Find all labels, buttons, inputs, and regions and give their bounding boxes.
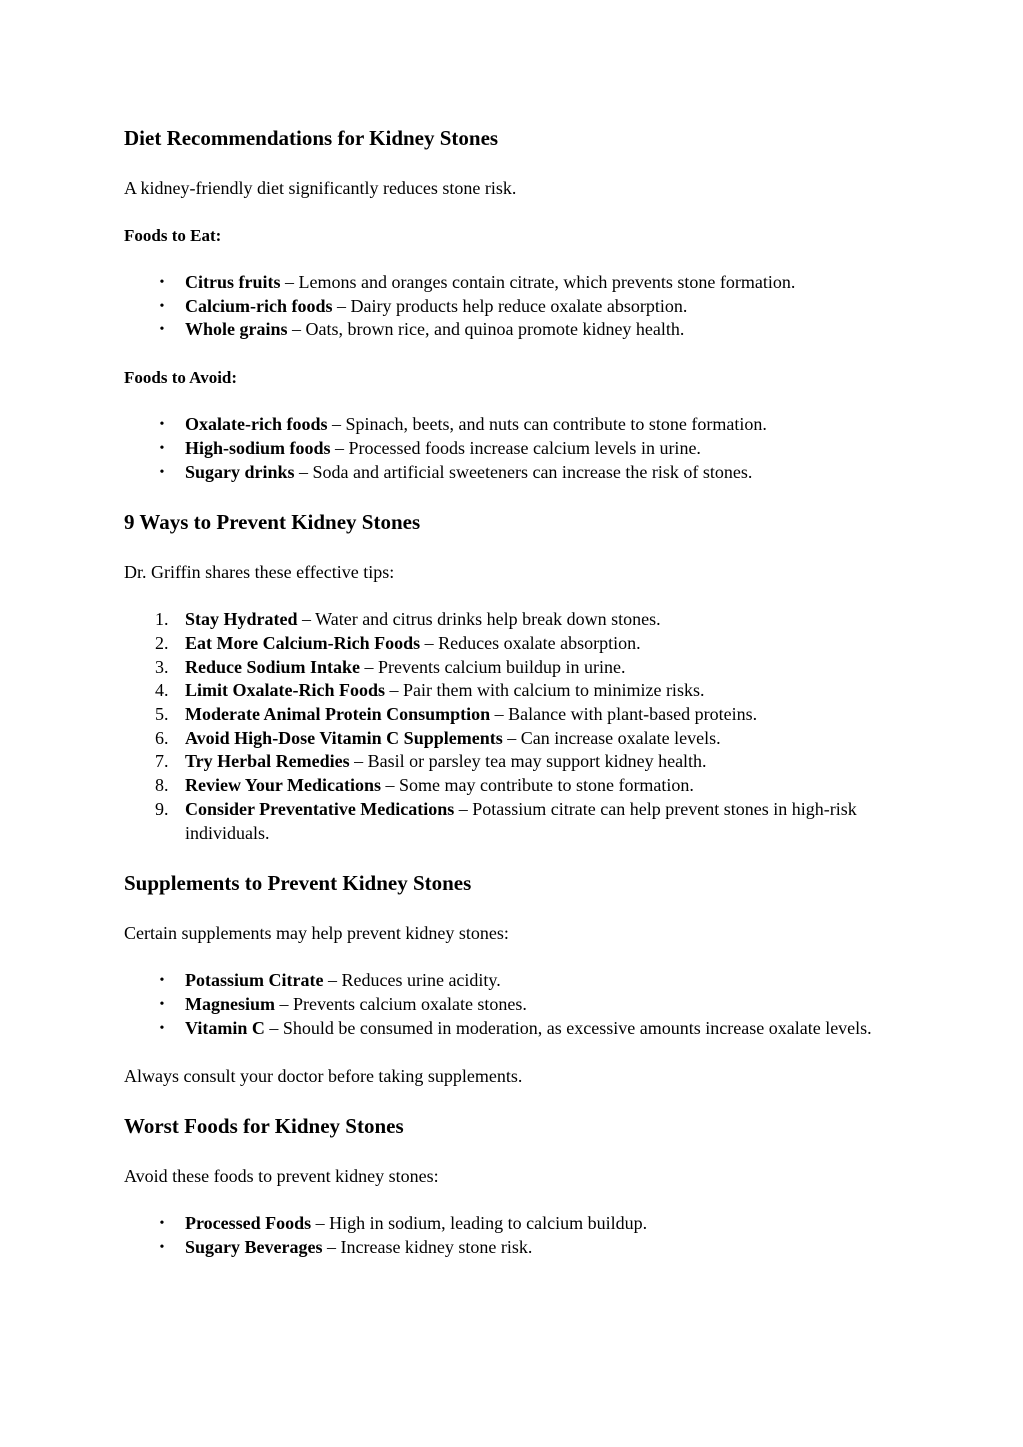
list-item: • Processed Foods – High in sodium, leading to calcium buildup. <box>124 1212 904 1236</box>
bullet-icon: • <box>159 440 165 456</box>
bullet-icon: • <box>159 417 165 433</box>
list-item: 6. Avoid High-Dose Vitamin C Supplements – Can increase oxalate levels. <box>155 727 721 748</box>
foods-to-avoid-list <box>124 413 904 484</box>
bullet-icon: • <box>159 1240 165 1256</box>
list-item: 1. Stay Hydrated – Water and citrus drinks help break down stones. <box>155 609 661 630</box>
list-item: • Citrus fruits – Lemons and oranges contain citrate, which prevents stone formation. <box>124 271 904 295</box>
worst-foods-heading: Worst Foods for Kidney Stones <box>124 1114 404 1139</box>
list-item: • Whole grains – Oats, brown rice, and quinoa promote kidney health. <box>124 318 904 342</box>
ways-heading: 9 Ways to Prevent Kidney Stones <box>124 510 421 535</box>
foods-to-eat-list <box>124 271 904 342</box>
bullet-icon: • <box>159 996 165 1012</box>
list-item: 8. Review Your Medications – Some may contribute to stone formation. <box>155 775 694 796</box>
ways-list <box>124 608 904 845</box>
list-item: 3. Reduce Sodium Intake – Prevents calcium buildup in urine. <box>155 656 626 677</box>
list-item: 4. Limit Oxalate-Rich Foods – Pair them with calcium to minimize risks. <box>155 680 705 701</box>
supplements-list <box>124 969 904 1040</box>
worst-foods-list <box>124 1212 904 1259</box>
list-item: • Oxalate-rich foods – Spinach, beets, and nuts can contribute to stone formation. <box>124 413 904 437</box>
list-item: 5. Moderate Animal Protein Consumption – Balance with plant-based proteins. <box>155 704 758 725</box>
worst-foods-intro: Avoid these foods to prevent kidney stones: <box>124 1166 439 1187</box>
list-item: • High-sodium foods – Processed foods increase calcium levels in urine. <box>124 437 904 461</box>
diet-heading: Diet Recommendations for Kidney Stones <box>124 126 499 150</box>
bullet-icon: • <box>159 464 165 480</box>
diet-intro: A kidney-friendly diet significantly reduces stone risk. <box>124 178 517 198</box>
foods-to-eat-title: Foods to Eat: <box>124 226 222 245</box>
list-item: • Calcium-rich foods – Dairy products help reduce oxalate absorption. <box>124 295 904 319</box>
supplements-intro: Certain supplements may help prevent kidney stones: <box>124 923 509 944</box>
list-item: 2. Eat More Calcium-Rich Foods – Reduces oxalate absorption. <box>155 632 641 653</box>
ways-intro: Dr. Griffin shares these effective tips: <box>124 562 395 583</box>
list-item: 9. Consider Preventative Medications – Potassium citrate can help prevent stones in high-risk individuals. <box>155 798 857 843</box>
bullet-icon: • <box>159 298 165 314</box>
list-item: 7. Try Herbal Remedies – Basil or parsley tea may support kidney health. <box>155 751 707 772</box>
bullet-icon: • <box>159 973 165 989</box>
bullet-icon: • <box>159 1020 165 1036</box>
list-item: • Potassium Citrate – Reduces urine acidity. <box>124 969 904 993</box>
list-item: • Sugary Beverages – Increase kidney stone risk. <box>124 1236 904 1260</box>
bullet-icon: • <box>159 275 165 290</box>
supplements-heading: Supplements to Prevent Kidney Stones <box>124 871 472 896</box>
bullet-icon: • <box>159 1216 165 1232</box>
foods-to-avoid-title: Foods to Avoid: <box>124 368 238 388</box>
bullet-icon: • <box>159 322 165 338</box>
supplements-note: Always consult your doctor before taking supplements. <box>124 1066 523 1087</box>
list-item: • Magnesium – Prevents calcium oxalate stones. <box>124 993 904 1017</box>
document-page <box>124 124 904 1260</box>
list-item: • Sugary drinks – Soda and artificial sweeteners can increase the risk of stones. <box>124 461 904 485</box>
list-item: • Vitamin C – Should be consumed in moderation, as excessive amounts increase oxalate levels. <box>124 1017 904 1041</box>
